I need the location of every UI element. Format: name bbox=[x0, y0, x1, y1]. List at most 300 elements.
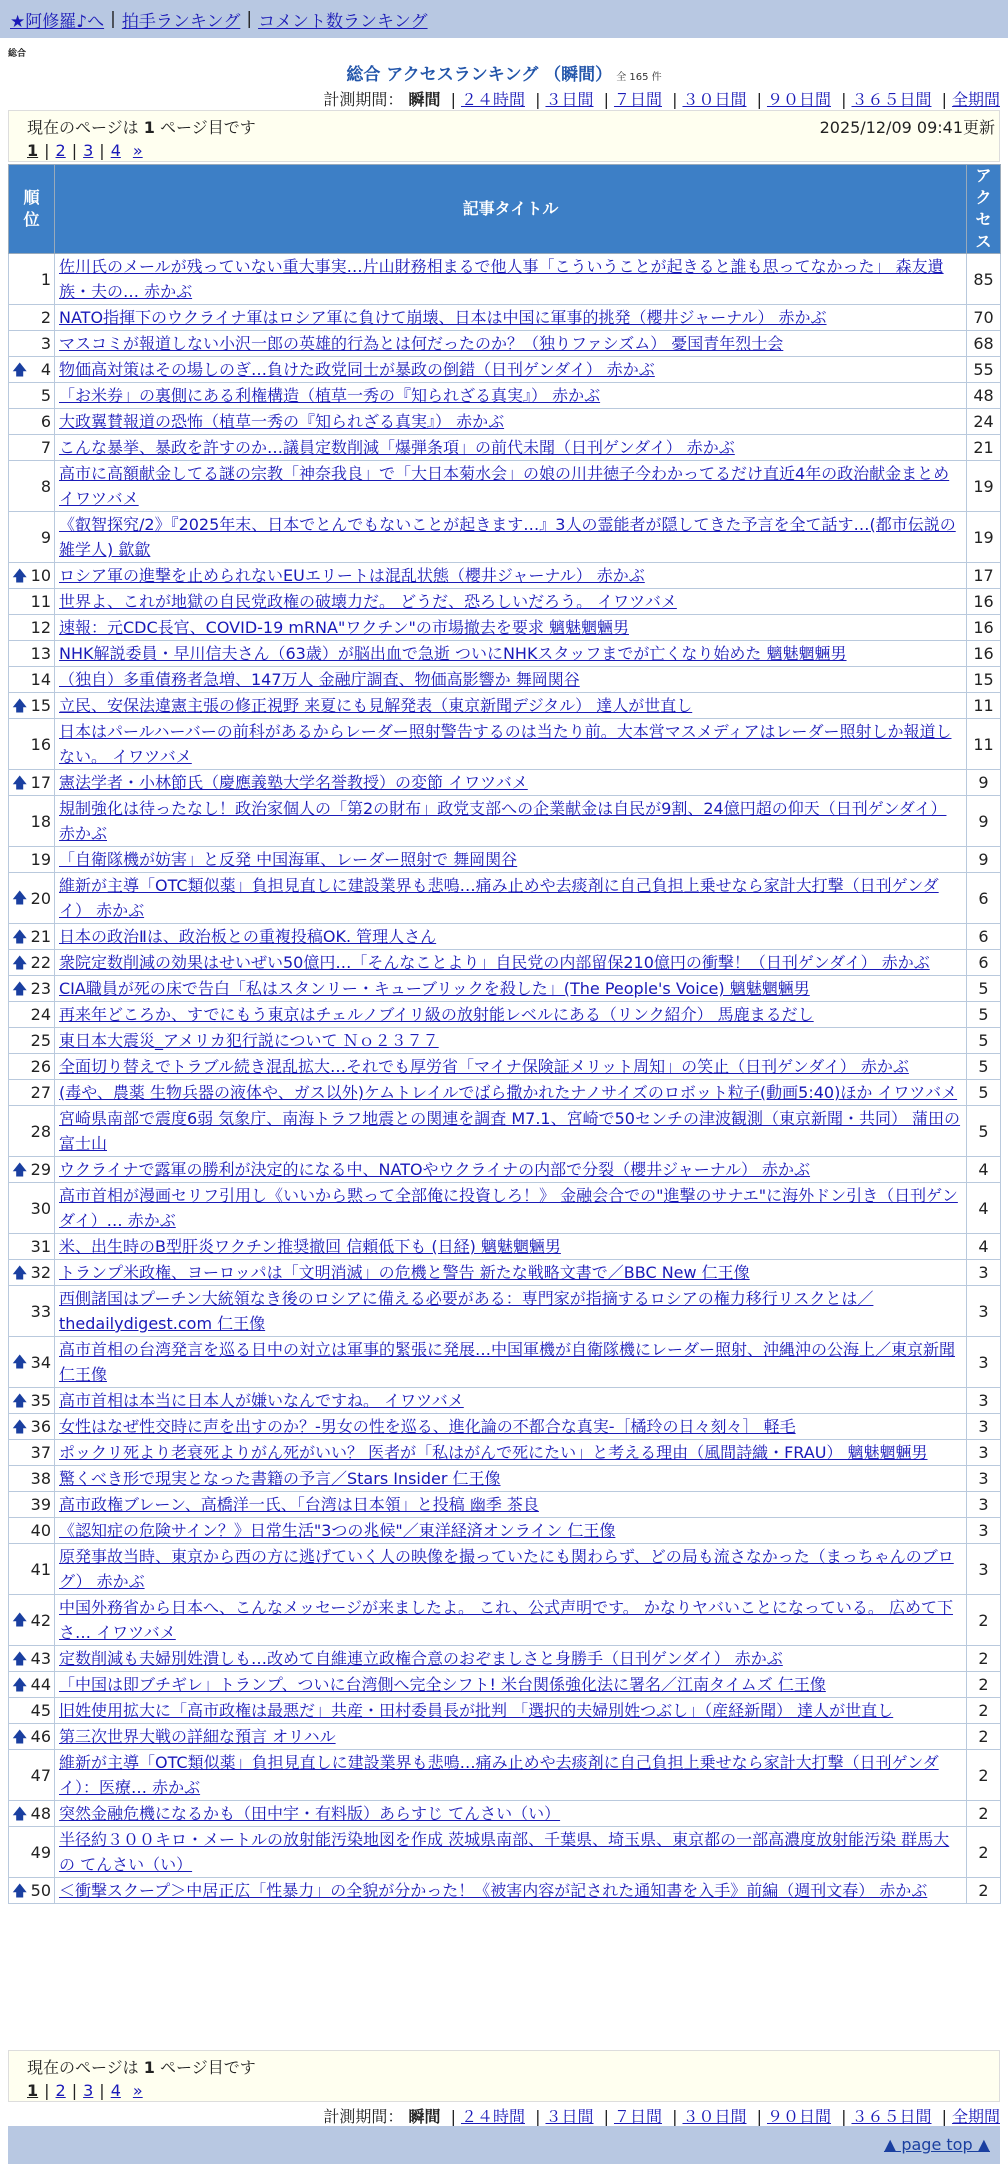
title-cell bbox=[55, 357, 967, 383]
title-cell bbox=[55, 1672, 967, 1698]
article-title-link[interactable]: 第三次世界大戦の詳細な預言 オリハル bbox=[59, 1727, 336, 1746]
article-title-link[interactable]: 「自衛隊機が妨害」と反発 中国海軍、レーダー照射で 舞岡関谷 bbox=[59, 850, 518, 869]
period-link-3d[interactable]: ３日間 bbox=[545, 90, 594, 109]
title-cell bbox=[55, 924, 967, 950]
period-link-3d[interactable]: ３日間 bbox=[545, 2107, 594, 2126]
article-title-link[interactable]: マスコミが報道しない小沢一郎の英雄的行為とは何だったのか？（独りファシズム） 憂国青年烈士会 bbox=[59, 334, 784, 353]
article-title-link[interactable]: 日本はパールハーバーの前科があるからレーダー照射警告するのは当たり前。大本営マスメディアはレーダー照射しか報道しない。 イワツバメ bbox=[59, 722, 952, 766]
article-title-link[interactable]: こんな暴挙、暴政を許すのか…議員定数削減「爆弾条項」の前代未聞（日刊ゲンダイ） 赤かぶ bbox=[59, 438, 735, 457]
page-links: 1 | 2 | 3 | 4 » bbox=[27, 2081, 143, 2100]
access-count: 3 bbox=[967, 1518, 1001, 1544]
rank-number: 39 bbox=[30, 1495, 51, 1514]
rank-cell bbox=[9, 1002, 55, 1028]
article-title-link[interactable]: 女性はなぜ性交時に声を出すのか？-男女の性を巡る、進化論の不都合な真実-［橘玲の日々刻々］ 軽毛 bbox=[59, 1417, 796, 1436]
period-link-30d[interactable]: ３０日間 bbox=[682, 90, 747, 109]
article-title-link[interactable]: 高市政権ブレーン、高橋洋一氏、「台湾は日本領」と投稿 幽季 茶良 bbox=[59, 1495, 539, 1514]
table-row bbox=[9, 1414, 1001, 1440]
period-link-90d[interactable]: ９０日間 bbox=[766, 90, 831, 109]
title-cell bbox=[55, 615, 967, 641]
table-row bbox=[9, 1646, 1001, 1672]
rank-cell bbox=[9, 770, 55, 796]
article-title-link[interactable]: 佐川氏のメールが残っていない重大事実…片山財務相まるで他人事「こういうことが起きると誰も思ってなかった」 森友遺族・夫の… 赤かぶ bbox=[59, 257, 944, 301]
rank-cell bbox=[9, 1286, 55, 1337]
rank-cell bbox=[9, 719, 55, 770]
title-cell bbox=[55, 1646, 967, 1672]
title-cell bbox=[55, 796, 967, 847]
title-cell bbox=[55, 1750, 967, 1801]
access-count: 3 bbox=[967, 1544, 1001, 1595]
access-count: 2 bbox=[967, 1724, 1001, 1750]
table-row bbox=[9, 1724, 1001, 1750]
rank-number: 10 bbox=[30, 566, 51, 585]
article-title-link[interactable]: 「中国は即ブチギレ」トランプ、ついに台湾側へ完全シフト! 米台関係強化法に署名／江南タイムズ 仁王像 bbox=[59, 1675, 826, 1694]
access-count: 5 bbox=[967, 1054, 1001, 1080]
rank-up-arrow-icon: 🡅 bbox=[12, 360, 28, 378]
rank-number: 22 bbox=[30, 953, 51, 972]
access-header: アクセス bbox=[967, 165, 1001, 254]
period-current: 瞬間 bbox=[408, 90, 441, 109]
table-row bbox=[9, 1157, 1001, 1183]
period-link-24h[interactable]: ２４時間 bbox=[460, 2107, 525, 2126]
article-title-link[interactable]: 日本の政治Ⅱは、政治板との重複投稿OK. 管理人さん bbox=[59, 927, 437, 946]
access-count: 5 bbox=[967, 1028, 1001, 1054]
title-cell bbox=[55, 331, 967, 357]
rank-number: 6 bbox=[40, 412, 51, 431]
ranking-title: 総合 アクセスランキング （瞬間） bbox=[346, 65, 613, 85]
title-cell bbox=[55, 1440, 967, 1466]
page-top-link[interactable]: ▲ page top ▲ bbox=[883, 2135, 990, 2154]
title-cell bbox=[55, 1466, 967, 1492]
rank-number: 40 bbox=[30, 1521, 51, 1540]
title-header: 記事タイトル bbox=[55, 165, 967, 254]
period-link-7d[interactable]: ７日間 bbox=[613, 90, 662, 109]
title-cell bbox=[55, 667, 967, 693]
table-row bbox=[9, 1234, 1001, 1260]
article-title-link[interactable]: 全面切り替えでトラブル続き混乱拡大…それでも厚労省「マイナ保険証メリット周知」の笑止（日刊ゲンダイ） 赤かぶ bbox=[59, 1057, 909, 1076]
article-title-link[interactable]: 高市首相が漫画セリフ引用し《いいから黙って全部俺に投資しろ！》 金融会合での"進撃のサナエ"に海外ドン引き（日刊ゲンダイ）… 赤かぶ bbox=[59, 1186, 958, 1230]
table-row bbox=[9, 770, 1001, 796]
access-count: 11 bbox=[967, 719, 1001, 770]
rank-cell bbox=[9, 1646, 55, 1672]
title-cell bbox=[55, 1878, 967, 1904]
access-count: 3 bbox=[967, 1286, 1001, 1337]
rank-cell bbox=[9, 1724, 55, 1750]
access-count: 3 bbox=[967, 1414, 1001, 1440]
table-header-row bbox=[9, 165, 1001, 254]
table-row bbox=[9, 1440, 1001, 1466]
article-title-link[interactable]: 中国外務省から日本へ、こんなメッセージが来ましたよ。 これ、公式声明です。 かなりヤバいことになっている。 広めて下さ… イワツバメ bbox=[59, 1598, 953, 1642]
table-row bbox=[9, 1054, 1001, 1080]
article-title-link[interactable]: 「お米券」の裏側にある利権構造（植草一秀の『知られざる真実』） 赤かぶ bbox=[59, 386, 601, 405]
article-title-link[interactable]: 維新が主導「OTC類似薬」負担見直しに建設業界も悲鳴…痛み止めや去痰剤に自己負担上乗せなら家計大打撃（日刊ゲンダイ）：医療… 赤かぶ bbox=[59, 1753, 939, 1797]
title-cell bbox=[55, 950, 967, 976]
table-row bbox=[9, 976, 1001, 1002]
period-link-365d[interactable]: ３６５日間 bbox=[851, 2107, 932, 2126]
title-cell bbox=[55, 1518, 967, 1544]
rank-cell bbox=[9, 615, 55, 641]
title-cell bbox=[55, 1698, 967, 1724]
rank-cell bbox=[9, 796, 55, 847]
article-title-link[interactable]: 旧姓使用拡大に「高市政権は最悪だ」共産・田村委員長が批判 「選択的夫婦別姓つぶし」（産経新聞） 達人が世直し bbox=[59, 1701, 894, 1720]
comment-ranking-link[interactable]: コメント数ランキング bbox=[258, 11, 428, 32]
article-title-link[interactable]: 維新が主導「OTC類似薬」負担見直しに建設業界も悲鳴…痛み止めや去痰剤に自己負担上乗せなら家計大打撃（日刊ゲンダイ） 赤かぶ bbox=[59, 876, 939, 920]
rank-cell bbox=[9, 693, 55, 719]
title-cell bbox=[55, 1337, 967, 1388]
access-count: 9 bbox=[967, 847, 1001, 873]
rank-up-arrow-icon: 🡅 bbox=[12, 979, 28, 997]
access-count: 6 bbox=[967, 873, 1001, 924]
rank-number: 15 bbox=[30, 696, 51, 715]
title-cell bbox=[55, 1054, 967, 1080]
article-title-link[interactable]: 定数削減も夫婦別姓潰しも…改めて自維連立政権合意のおぞましさと身勝手（日刊ゲンダイ） 赤かぶ bbox=[59, 1649, 783, 1668]
rank-number: 7 bbox=[40, 438, 51, 457]
rank-number: 20 bbox=[30, 888, 51, 908]
table-row bbox=[9, 512, 1001, 563]
applause-ranking-link[interactable]: 拍手ランキング bbox=[121, 11, 241, 32]
title-cell bbox=[55, 512, 967, 563]
rank-number: 33 bbox=[30, 1301, 51, 1321]
rank-cell bbox=[9, 1260, 55, 1286]
title-cell bbox=[55, 1234, 967, 1260]
table-row bbox=[9, 409, 1001, 435]
rank-number: 32 bbox=[30, 1263, 51, 1282]
period-link-all[interactable]: 全期間 bbox=[951, 90, 1000, 109]
title-cell bbox=[55, 383, 967, 409]
access-count: 17 bbox=[967, 563, 1001, 589]
article-title-link[interactable]: 規制強化は待ったなし！政治家個人の「第2の財布」政党支部への企業献金は自民が9割、24億円超の仰天（日刊ゲンダイ） 赤かぶ bbox=[59, 799, 947, 843]
rank-number: 9 bbox=[40, 527, 51, 547]
rank-number: 24 bbox=[30, 1005, 51, 1024]
table-row bbox=[9, 1080, 1001, 1106]
page-link-3[interactable]: 3 bbox=[83, 141, 94, 160]
title-cell bbox=[55, 847, 967, 873]
rank-number: 23 bbox=[30, 979, 51, 998]
home-link[interactable]: ★阿修羅♪へ bbox=[10, 11, 105, 32]
access-count: 85 bbox=[967, 254, 1001, 305]
rank-number: 16 bbox=[30, 734, 51, 754]
access-count: 3 bbox=[967, 1388, 1001, 1414]
page-current: 1 bbox=[27, 141, 39, 160]
rank-cell bbox=[9, 383, 55, 409]
article-title-link[interactable]: (毒や、農薬 生物兵器の液体や、ガス以外)ケムトレイルでばら撒かれたナノサイズのロボット粒子(動画5:40)ほか イワツバメ bbox=[59, 1083, 958, 1102]
rank-cell bbox=[9, 461, 55, 512]
access-count: 4 bbox=[967, 1157, 1001, 1183]
page-next-link[interactable]: » bbox=[132, 2081, 143, 2100]
title-cell bbox=[55, 1388, 967, 1414]
title-cell bbox=[55, 1286, 967, 1337]
access-count: 2 bbox=[967, 1827, 1001, 1878]
title-cell bbox=[55, 873, 967, 924]
nav-separator: | bbox=[110, 9, 116, 29]
ranking-table-body bbox=[9, 254, 1001, 1904]
article-title-link[interactable]: トランプ米政権、ヨーロッパは「文明消滅」の危機と警告 新たな戦略文書で／BBC New 仁王像 bbox=[59, 1263, 750, 1282]
rank-up-arrow-icon: 🡅 bbox=[12, 1675, 28, 1693]
category-label: 総合 bbox=[8, 49, 27, 59]
article-title-link[interactable]: （独自）多重債務者急増、147万人 金融庁調査、物価高影響か 舞岡関谷 bbox=[59, 670, 580, 689]
rank-number: 11 bbox=[30, 592, 51, 611]
rank-cell bbox=[9, 976, 55, 1002]
table-row bbox=[9, 1002, 1001, 1028]
total-count: 全 165 件 bbox=[616, 72, 662, 83]
rank-number: 26 bbox=[30, 1057, 51, 1076]
rank-number: 19 bbox=[30, 850, 51, 869]
table-row bbox=[9, 1466, 1001, 1492]
table-row bbox=[9, 641, 1001, 667]
table-row bbox=[9, 1827, 1001, 1878]
access-count: 48 bbox=[967, 383, 1001, 409]
table-row bbox=[9, 254, 1001, 305]
title-cell bbox=[55, 305, 967, 331]
rank-up-arrow-icon: 🡅 bbox=[12, 696, 28, 714]
rank-header: 順位 bbox=[9, 165, 55, 254]
access-count: 2 bbox=[967, 1698, 1001, 1724]
table-row bbox=[9, 1595, 1001, 1646]
page-link-2[interactable]: 2 bbox=[55, 2081, 66, 2100]
table-row bbox=[9, 873, 1001, 924]
table-row bbox=[9, 1801, 1001, 1827]
rank-cell bbox=[9, 641, 55, 667]
article-title-link[interactable]: 半径約３００キロ・メートルの放射能汚染地図を作成 茨城県南部、千葉県、埼玉県、東京都の一部高濃度放射能汚染 群馬大の てんさい（い） bbox=[59, 1830, 950, 1874]
article-title-link[interactable]: ポックリ死より老衰死よりがん死がいい？ 医者が「私はがんで死にたい」と考える理由（風間詩織・FRAU） 魑魅魍魎男 bbox=[59, 1443, 928, 1462]
rank-cell bbox=[9, 1827, 55, 1878]
period-link-all[interactable]: 全期間 bbox=[951, 2107, 1000, 2126]
rank-cell bbox=[9, 254, 55, 305]
rank-cell bbox=[9, 1234, 55, 1260]
article-title-link[interactable]: CIA職員が死の床で告白「私はスタンリー・キューブリックを殺した」(The People's Voice) 魑魅魍魎男 bbox=[59, 979, 810, 998]
table-row bbox=[9, 615, 1001, 641]
article-title-link[interactable]: 驚くべき形で現実となった書籍の予言／Stars Insider 仁王像 bbox=[59, 1469, 501, 1488]
article-title-link[interactable]: 物価高対策はその場しのぎ…負けた政党同士が暴政の倒錯（日刊ゲンダイ） 赤かぶ bbox=[59, 360, 655, 379]
access-count: 6 bbox=[967, 950, 1001, 976]
rank-number: 21 bbox=[30, 927, 51, 946]
table-row bbox=[9, 589, 1001, 615]
page-link-4[interactable]: 4 bbox=[110, 2081, 121, 2100]
period-link-365d[interactable]: ３６５日間 bbox=[851, 90, 932, 109]
rank-cell bbox=[9, 1492, 55, 1518]
access-count: 3 bbox=[967, 1492, 1001, 1518]
rank-cell bbox=[9, 950, 55, 976]
article-title-link[interactable]: 突然金融危機になるかも（田中宇・有料版）あらすじ てんさい（い） bbox=[59, 1804, 561, 1823]
page-link-2[interactable]: 2 bbox=[55, 141, 66, 160]
rank-number: 14 bbox=[30, 670, 51, 689]
article-title-link[interactable]: 高市首相の台湾発言を巡る日中の対立は軍事的緊張に発展…中国軍機が自衛隊機にレーダー照射、沖縄沖の公海上／東京新聞 仁王像 bbox=[59, 1340, 956, 1384]
period-label: 計測期間： bbox=[323, 90, 404, 109]
title-cell bbox=[55, 1080, 967, 1106]
period-label: 計測期間： bbox=[323, 2107, 404, 2126]
page-links: 1 | 2 | 3 | 4 » bbox=[27, 141, 143, 160]
article-title-link[interactable]: 憲法学者・小林節氏（慶應義塾大学名誉教授）の変節 イワツバメ bbox=[59, 773, 528, 792]
article-title-link[interactable]: 米、出生時のB型肝炎ワクチン推奨撤回 信頼低下も (日経) 魑魅魍魎男 bbox=[59, 1237, 561, 1256]
rank-cell bbox=[9, 1518, 55, 1544]
article-title-link[interactable]: 原発事故当時、東京から西の方に逃げていく人の映像を撮っていたにも関わらず、どの局も流さなかった（まっちゃんのブログ） 赤かぶ bbox=[59, 1547, 954, 1591]
access-count: 11 bbox=[967, 693, 1001, 719]
rank-cell bbox=[9, 1544, 55, 1595]
article-title-link[interactable]: 高市に高額献金してる謎の宗教「神奈我良」で「大日本菊水会」の娘の川井徳子今わかってるだけ直近4年の政治献金まとめ イワツバメ bbox=[59, 464, 950, 508]
table-row bbox=[9, 924, 1001, 950]
rank-number: 45 bbox=[30, 1701, 51, 1720]
period-link-90d[interactable]: ９０日間 bbox=[766, 2107, 831, 2126]
access-count: 2 bbox=[967, 1801, 1001, 1827]
article-title-link[interactable]: ロシア軍の進撃を止められないEUエリートは混乱状態（櫻井ジャーナル） 赤かぶ bbox=[59, 566, 645, 585]
article-title-link[interactable]: 高市首相は本当に日本人が嫌いなんですね。 イワツバメ bbox=[59, 1391, 464, 1410]
rank-number: 31 bbox=[30, 1237, 51, 1256]
top-nav-bar bbox=[0, 0, 1008, 38]
rank-cell bbox=[9, 847, 55, 873]
table-row bbox=[9, 1492, 1001, 1518]
access-count: 19 bbox=[967, 512, 1001, 563]
table-row bbox=[9, 1106, 1001, 1157]
rank-cell bbox=[9, 924, 55, 950]
rank-up-arrow-icon: 🡅 bbox=[12, 1649, 28, 1667]
nav-separator: | bbox=[246, 9, 253, 29]
access-count: 9 bbox=[967, 796, 1001, 847]
rank-cell bbox=[9, 331, 55, 357]
article-title-link[interactable]: 立民、安保法違憲主張の修正視野 来夏にも見解発表（東京新聞デジタル） 達人が世直し bbox=[59, 696, 693, 715]
rank-number: 1 bbox=[40, 269, 51, 289]
table-row bbox=[9, 950, 1001, 976]
table-row bbox=[9, 1672, 1001, 1698]
rank-number: 2 bbox=[40, 308, 51, 327]
article-title-link[interactable]: 速報：元CDC長官、COVID-19 mRNA"ワクチン"の市場撤去を要求 魑魅魍魎男 bbox=[59, 618, 629, 637]
rank-up-arrow-icon: 🡅 bbox=[12, 888, 28, 907]
rank-number: 18 bbox=[30, 811, 51, 831]
article-title-link[interactable]: 《認知症の危険サイン？》日常生活"3つの兆候"／東洋経済オンライン 仁王像 bbox=[59, 1521, 616, 1540]
article-title-link[interactable]: 《叡智探究/2》『2025年末、日本でとんでもないことが起きます…』3人の霊能者が隠してきた予言を全て話す…(都市伝説の雑学人) 歙歙 bbox=[59, 515, 956, 559]
access-count: 19 bbox=[967, 461, 1001, 512]
rank-cell bbox=[9, 1750, 55, 1801]
access-count: 70 bbox=[967, 305, 1001, 331]
rank-number: 35 bbox=[30, 1391, 51, 1410]
rank-cell bbox=[9, 1028, 55, 1054]
article-title-link[interactable]: 大政翼賛報道の恐怖（植草一秀の『知られざる真実』） 赤かぶ bbox=[59, 412, 505, 431]
table-row bbox=[9, 1698, 1001, 1724]
rank-number: 34 bbox=[30, 1352, 51, 1372]
table-row bbox=[9, 1337, 1001, 1388]
access-count: 16 bbox=[967, 641, 1001, 667]
table-row bbox=[9, 305, 1001, 331]
rank-number: 49 bbox=[30, 1842, 51, 1862]
table-row bbox=[9, 1518, 1001, 1544]
access-count: 6 bbox=[967, 924, 1001, 950]
table-row bbox=[9, 847, 1001, 873]
rank-up-arrow-icon: 🡅 bbox=[12, 1160, 28, 1178]
rank-number: 38 bbox=[30, 1469, 51, 1488]
title-cell bbox=[55, 1492, 967, 1518]
rank-number: 37 bbox=[30, 1443, 51, 1462]
rank-cell bbox=[9, 563, 55, 589]
access-count: 2 bbox=[967, 1646, 1001, 1672]
access-count: 9 bbox=[967, 770, 1001, 796]
access-count: 4 bbox=[967, 1183, 1001, 1234]
rank-up-arrow-icon: 🡅 bbox=[12, 1881, 28, 1899]
access-count: 16 bbox=[967, 615, 1001, 641]
rank-number: 42 bbox=[30, 1610, 51, 1630]
rank-cell bbox=[9, 667, 55, 693]
rank-number: 46 bbox=[30, 1727, 51, 1746]
rank-up-arrow-icon: 🡅 bbox=[12, 1727, 28, 1745]
article-title-link[interactable]: ウクライナで露軍の勝利が決定的になる中、NATOやウクライナの内部で分裂（櫻井ジャーナル） 赤かぶ bbox=[59, 1160, 811, 1179]
rank-up-arrow-icon: 🡅 bbox=[12, 953, 28, 971]
title-cell bbox=[55, 1414, 967, 1440]
rank-cell bbox=[9, 435, 55, 461]
rank-number: 27 bbox=[30, 1083, 51, 1102]
article-title-link[interactable]: NHK解説委員・早川信夫さん（63歳）が脳出血で急逝 ついにNHKスタッフまでが亡くなり始めた 魑魅魍魎男 bbox=[59, 644, 847, 663]
rank-cell bbox=[9, 512, 55, 563]
article-title-link[interactable]: 再来年どころか、すでにもう東京はチェルノブイリ級の放射能レベルにある（リンク紹介） 馬鹿まるだし bbox=[59, 1005, 814, 1024]
access-count: 3 bbox=[967, 1260, 1001, 1286]
rank-cell bbox=[9, 1414, 55, 1440]
article-title-link[interactable]: 東日本大震災_アメリカ犯行説について Ｎｏ２３７７ bbox=[59, 1031, 439, 1050]
access-count: 15 bbox=[967, 667, 1001, 693]
article-title-link[interactable]: 世界よ、これが地獄の自民党政権の破壊力だ。 どうだ、恐ろしいだろう。 イワツバメ bbox=[59, 592, 677, 611]
article-title-link[interactable]: NATO指揮下のウクライナ軍はロシア軍に負けて崩壊、日本は中国に軍事的挑発（櫻井ジャーナル） 赤かぶ bbox=[59, 308, 827, 327]
title-cell bbox=[55, 1260, 967, 1286]
rank-cell bbox=[9, 1080, 55, 1106]
period-link-30d[interactable]: ３０日間 bbox=[682, 2107, 747, 2126]
title-cell bbox=[55, 1595, 967, 1646]
title-cell bbox=[55, 976, 967, 1002]
article-title-link[interactable]: 宮崎県南部で震度6弱 気象庁、南海トラフ地震との関連を調査 M7.1、宮崎で50センチの津波観測（東京新聞・共同） 蒲田の富士山 bbox=[59, 1109, 961, 1153]
rank-cell bbox=[9, 1054, 55, 1080]
rank-cell bbox=[9, 1672, 55, 1698]
page-link-4[interactable]: 4 bbox=[110, 141, 121, 160]
title-cell bbox=[55, 641, 967, 667]
access-count: 16 bbox=[967, 589, 1001, 615]
rank-number: 5 bbox=[40, 386, 51, 405]
rank-up-arrow-icon: 🡅 bbox=[12, 927, 28, 945]
rank-number: 29 bbox=[30, 1160, 51, 1179]
rank-cell bbox=[9, 1466, 55, 1492]
rank-cell bbox=[9, 305, 55, 331]
access-count: 2 bbox=[967, 1878, 1001, 1904]
period-selector-bottom: 計測期間： 瞬間 | ２４時間 | ３日間 | ７日間 | ３０日間 | ９０日間 | ３６５日間 | 全期間 bbox=[323, 2107, 1000, 2126]
table-row bbox=[9, 1750, 1001, 1801]
title-cell bbox=[55, 254, 967, 305]
period-selector-top: 計測期間： 瞬間 | ２４時間 | ３日間 | ７日間 | ３０日間 | ９０日間 | ３６５日間 | 全期間 bbox=[323, 90, 1000, 109]
page-current: 1 bbox=[27, 2081, 39, 2100]
table-row bbox=[9, 563, 1001, 589]
access-count: 5 bbox=[967, 1080, 1001, 1106]
rank-number: 13 bbox=[30, 644, 51, 663]
page-link-3[interactable]: 3 bbox=[83, 2081, 94, 2100]
access-count: 5 bbox=[967, 1002, 1001, 1028]
table-row bbox=[9, 1388, 1001, 1414]
rank-up-arrow-icon: 🡅 bbox=[12, 773, 28, 791]
access-count: 55 bbox=[967, 357, 1001, 383]
current-page-text: 現在のページは 1 ページ目です bbox=[27, 118, 256, 137]
period-link-7d[interactable]: ７日間 bbox=[613, 2107, 662, 2126]
table-row bbox=[9, 383, 1001, 409]
title-cell bbox=[55, 693, 967, 719]
rank-cell bbox=[9, 1801, 55, 1827]
access-count: 68 bbox=[967, 331, 1001, 357]
rank-cell bbox=[9, 357, 55, 383]
table-row bbox=[9, 435, 1001, 461]
title-cell bbox=[55, 719, 967, 770]
article-title-link[interactable]: 西側諸国はプーチン大統領なき後のロシアに備える必要がある：専門家が指摘するロシアの権力移行リスクとは／thedailydigest.com 仁王像 bbox=[59, 1289, 874, 1333]
access-count: 24 bbox=[967, 409, 1001, 435]
article-title-link[interactable]: 衆院定数削減の効果はせいぜい50億円…「そんなことより」自民党の内部留保210億円の衝撃！（日刊ゲンダイ） 赤かぶ bbox=[59, 953, 930, 972]
access-count: 2 bbox=[967, 1595, 1001, 1646]
page-next-link[interactable]: » bbox=[132, 141, 143, 160]
article-title-link[interactable]: ＜衝撃スクープ＞中居正広「性暴力」の全貌が分かった！《被害内容が記された通知書を入手》前編（週刊文春） 赤かぶ bbox=[59, 1881, 928, 1900]
rank-number: 41 bbox=[30, 1559, 51, 1579]
table-row bbox=[9, 1286, 1001, 1337]
rank-up-arrow-icon: 🡅 bbox=[12, 566, 28, 584]
rank-cell bbox=[9, 1157, 55, 1183]
rank-cell bbox=[9, 1440, 55, 1466]
period-link-24h[interactable]: ２４時間 bbox=[460, 90, 525, 109]
